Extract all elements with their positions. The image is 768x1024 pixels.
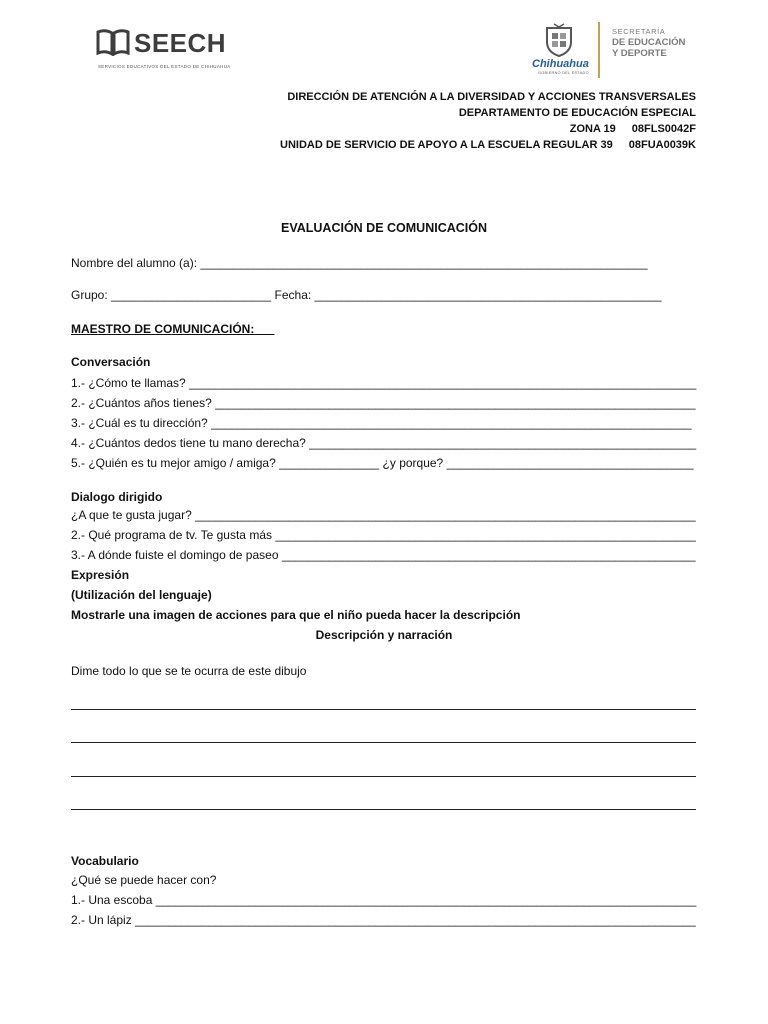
descripcion-narracion-label: Descripción y narración <box>315 628 453 642</box>
logo-divider <box>598 22 600 78</box>
unidad-code: 08FUA0039K <box>628 139 696 151</box>
secretaria-line2: DE EDUCACIÓN <box>612 37 686 48</box>
seech-logo <box>92 22 242 74</box>
answer-line[interactable] <box>71 809 696 810</box>
conversacion-q5[interactable]: 5.- ¿Quién es tu mejor amigo / amiga? _______________ ¿y porque? _____________________________________ <box>71 456 694 470</box>
chihuahua-subtitle: GOBIERNO DEL ESTADO <box>538 71 589 75</box>
seech-wordmark: SEECH <box>134 28 227 58</box>
student-name-field[interactable]: Nombre del alumno (a): ___________________________________________________________________ <box>71 256 648 270</box>
expresion-heading: Expresión <box>71 568 130 582</box>
chihuahua-wordmark: Chihuahua <box>532 58 589 70</box>
institution-department: DEPARTAMENTO DE EDUCACIÓN ESPECIAL <box>458 107 696 119</box>
secretaria-line3: Y DEPORTE <box>612 48 667 59</box>
secretaria-line1: SECRETARÍA <box>612 27 666 36</box>
conversacion-q3[interactable]: 3.- ¿Cuál es tu dirección? ________________________________________________________________________ <box>71 416 692 430</box>
seech-subtitle: SERVICIOS EDUCATIVOS DEL ESTADO DE CHIHUAHUA <box>98 64 231 69</box>
answer-line[interactable] <box>71 776 696 777</box>
conversacion-q2[interactable]: 2.- ¿Cuántos años tienes? ________________________________________________________________________ <box>71 396 696 410</box>
book-icon <box>96 28 130 56</box>
teacher-heading <box>71 322 274 336</box>
chihuahua-secretaria-logo <box>530 18 710 80</box>
conversacion-q4[interactable]: 4.- ¿Cuántos dedos tiene tu mano derecha? __________________________________________________________ <box>71 436 697 450</box>
vocabulario-question: ¿Qué se puede hacer con? <box>71 873 217 887</box>
dibujo-prompt: Dime todo lo que se te ocurra de este dibujo <box>71 664 307 678</box>
institution-zona <box>280 121 696 137</box>
institution-block <box>280 89 696 153</box>
page-title: EVALUACIÓN DE COMUNICACIÓN <box>280 221 488 235</box>
expresion-subheading: (Utilización del lenguaje) <box>71 588 212 602</box>
expresion-instruction: Mostrarle una imagen de acciones para que el niño pueda hacer la descripción <box>71 608 521 622</box>
zona-label: ZONA 19 <box>569 123 616 135</box>
teacher-blank[interactable]: ___ <box>254 322 275 336</box>
conversacion-q1[interactable]: 1.- ¿Cómo te llamas? ____________________________________________________________________________ <box>71 376 697 390</box>
dialogo-q3[interactable]: 3.- A dónde fuiste el domingo de paseo ______________________________________________________________ <box>71 548 696 562</box>
dialogo-q2[interactable]: 2.- Qué programa de tv. Te gusta más _______________________________________________________________ <box>71 528 696 542</box>
grupo-fecha-field[interactable]: Grupo: ________________________ Fecha: ____________________________________________________ <box>71 288 662 302</box>
secretaria-text <box>612 26 685 59</box>
answer-line[interactable] <box>71 742 696 743</box>
unidad-label: UNIDAD DE SERVICIO DE APOYO A LA ESCUELA REGULAR 39 <box>280 139 613 151</box>
institution-direction: DIRECCIÓN DE ATENCIÓN A LA DIVERSIDAD Y ACCIONES TRANSVERSALES <box>287 91 696 103</box>
vocabulario-q1[interactable]: 1.- Una escoba _________________________________________________________________________________ <box>71 893 697 907</box>
vocabulario-heading: Vocabulario <box>71 854 139 868</box>
crest-icon <box>544 22 574 58</box>
answer-line[interactable] <box>71 709 696 710</box>
zona-code: 08FLS0042F <box>631 123 696 135</box>
dialogo-heading: Dialogo dirigido <box>71 490 163 504</box>
conversacion-heading: Conversación <box>71 355 151 369</box>
vocabulario-q2[interactable]: 2.- Un lápiz ____________________________________________________________________________________ <box>71 913 696 927</box>
dialogo-q1[interactable]: ¿A que te gusta jugar? ___________________________________________________________________________ <box>71 508 696 522</box>
institution-unidad <box>280 137 696 153</box>
teacher-label: MAESTRO DE COMUNICACIÓN: <box>71 322 255 336</box>
